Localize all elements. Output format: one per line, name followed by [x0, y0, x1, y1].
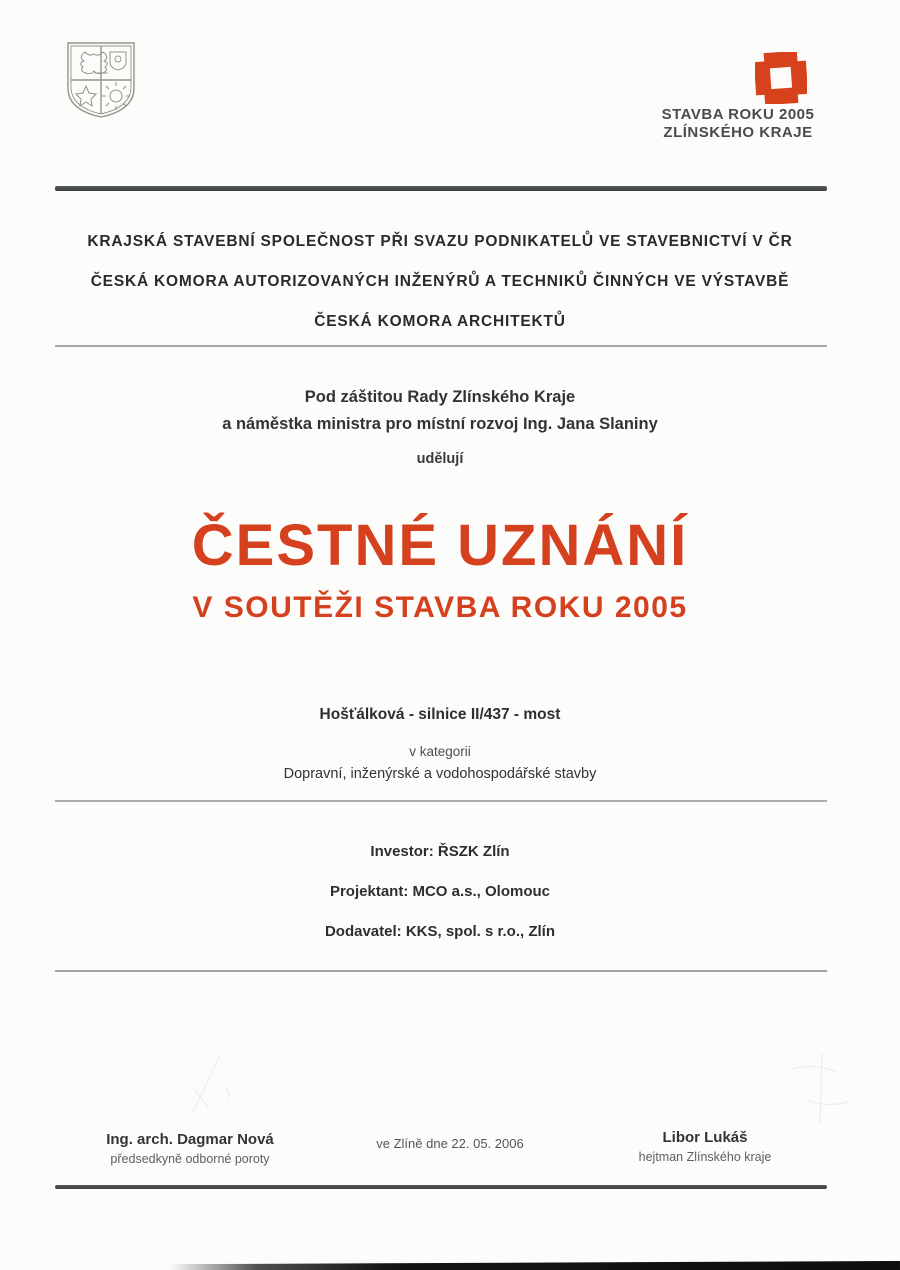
divider-after-organizers [55, 345, 827, 347]
top-rule [55, 186, 827, 191]
category-label: v kategorii [409, 744, 471, 759]
signature-right [570, 1128, 840, 1166]
brand-label [636, 106, 840, 142]
signature-left [60, 1130, 320, 1168]
patronage-line1: Pod záštitou Rady Zlínského Kraje [304, 388, 576, 406]
bottom-rule [55, 1185, 827, 1189]
divider-after-category [55, 800, 827, 802]
scan-page-edge [170, 1261, 900, 1270]
party-dodavatel: Dodavatel: KKS, spol. s r.o., Zlín [324, 923, 556, 940]
date-and-place: ve Zlíně dne 22. 05. 2006 [376, 1136, 524, 1151]
stavba-roku-logo-icon [755, 52, 807, 104]
divider-after-parties [55, 970, 827, 972]
brand-label-line1: STAVBA ROKU 2005 [661, 106, 815, 123]
signatory-name-right: Libor Lukáš [662, 1129, 748, 1146]
project-name: Hošťálková - silnice II/437 - most [319, 706, 561, 723]
signatory-role-left: předsedkyně odborné poroty [110, 1152, 270, 1166]
award-title: ČESTNÉ UZNÁNÍ [191, 513, 689, 578]
organizer-line: KRAJSKÁ STAVEBNÍ SPOLEČNOST PŘI SVAZU PODNIKATELŮ VE STAVEBNICTVÍ V ČR [87, 233, 793, 250]
award-verb: udělují [416, 451, 464, 467]
category-name: Dopravní, inženýrské a vodohospodářské stavby [283, 766, 597, 782]
scan-smudge [760, 1045, 870, 1135]
patronage-block [30, 384, 850, 438]
patronage-line2: a náměstka ministra pro místní rozvoj Ing. Jana Slaniny [222, 415, 658, 433]
party-projektant: Projektant: MCO a.s., Olomouc [329, 883, 551, 900]
organizer-line: ČESKÁ KOMORA AUTORIZOVANÝCH INŽENÝRŮ A TECHNIKŮ ČINNÝCH VE VÝSTAVBĚ [90, 273, 790, 290]
award-subtitle: V SOUTĚŽI STAVBA ROKU 2005 [192, 591, 688, 624]
signatory-role-right: hejtman Zlínského kraje [638, 1150, 772, 1164]
signatory-name-left: Ing. arch. Dagmar Nová [106, 1131, 274, 1148]
scan-smudge [175, 1050, 295, 1135]
party-investor: Investor: ŘSZK Zlín [370, 843, 510, 860]
coat-of-arms-icon [64, 40, 138, 120]
organizer-line: ČESKÁ KOMORA ARCHITEKTŮ [314, 313, 566, 330]
organizer-list [30, 222, 850, 342]
brand-label-line2: ZLÍNSKÉHO KRAJE [663, 124, 813, 141]
